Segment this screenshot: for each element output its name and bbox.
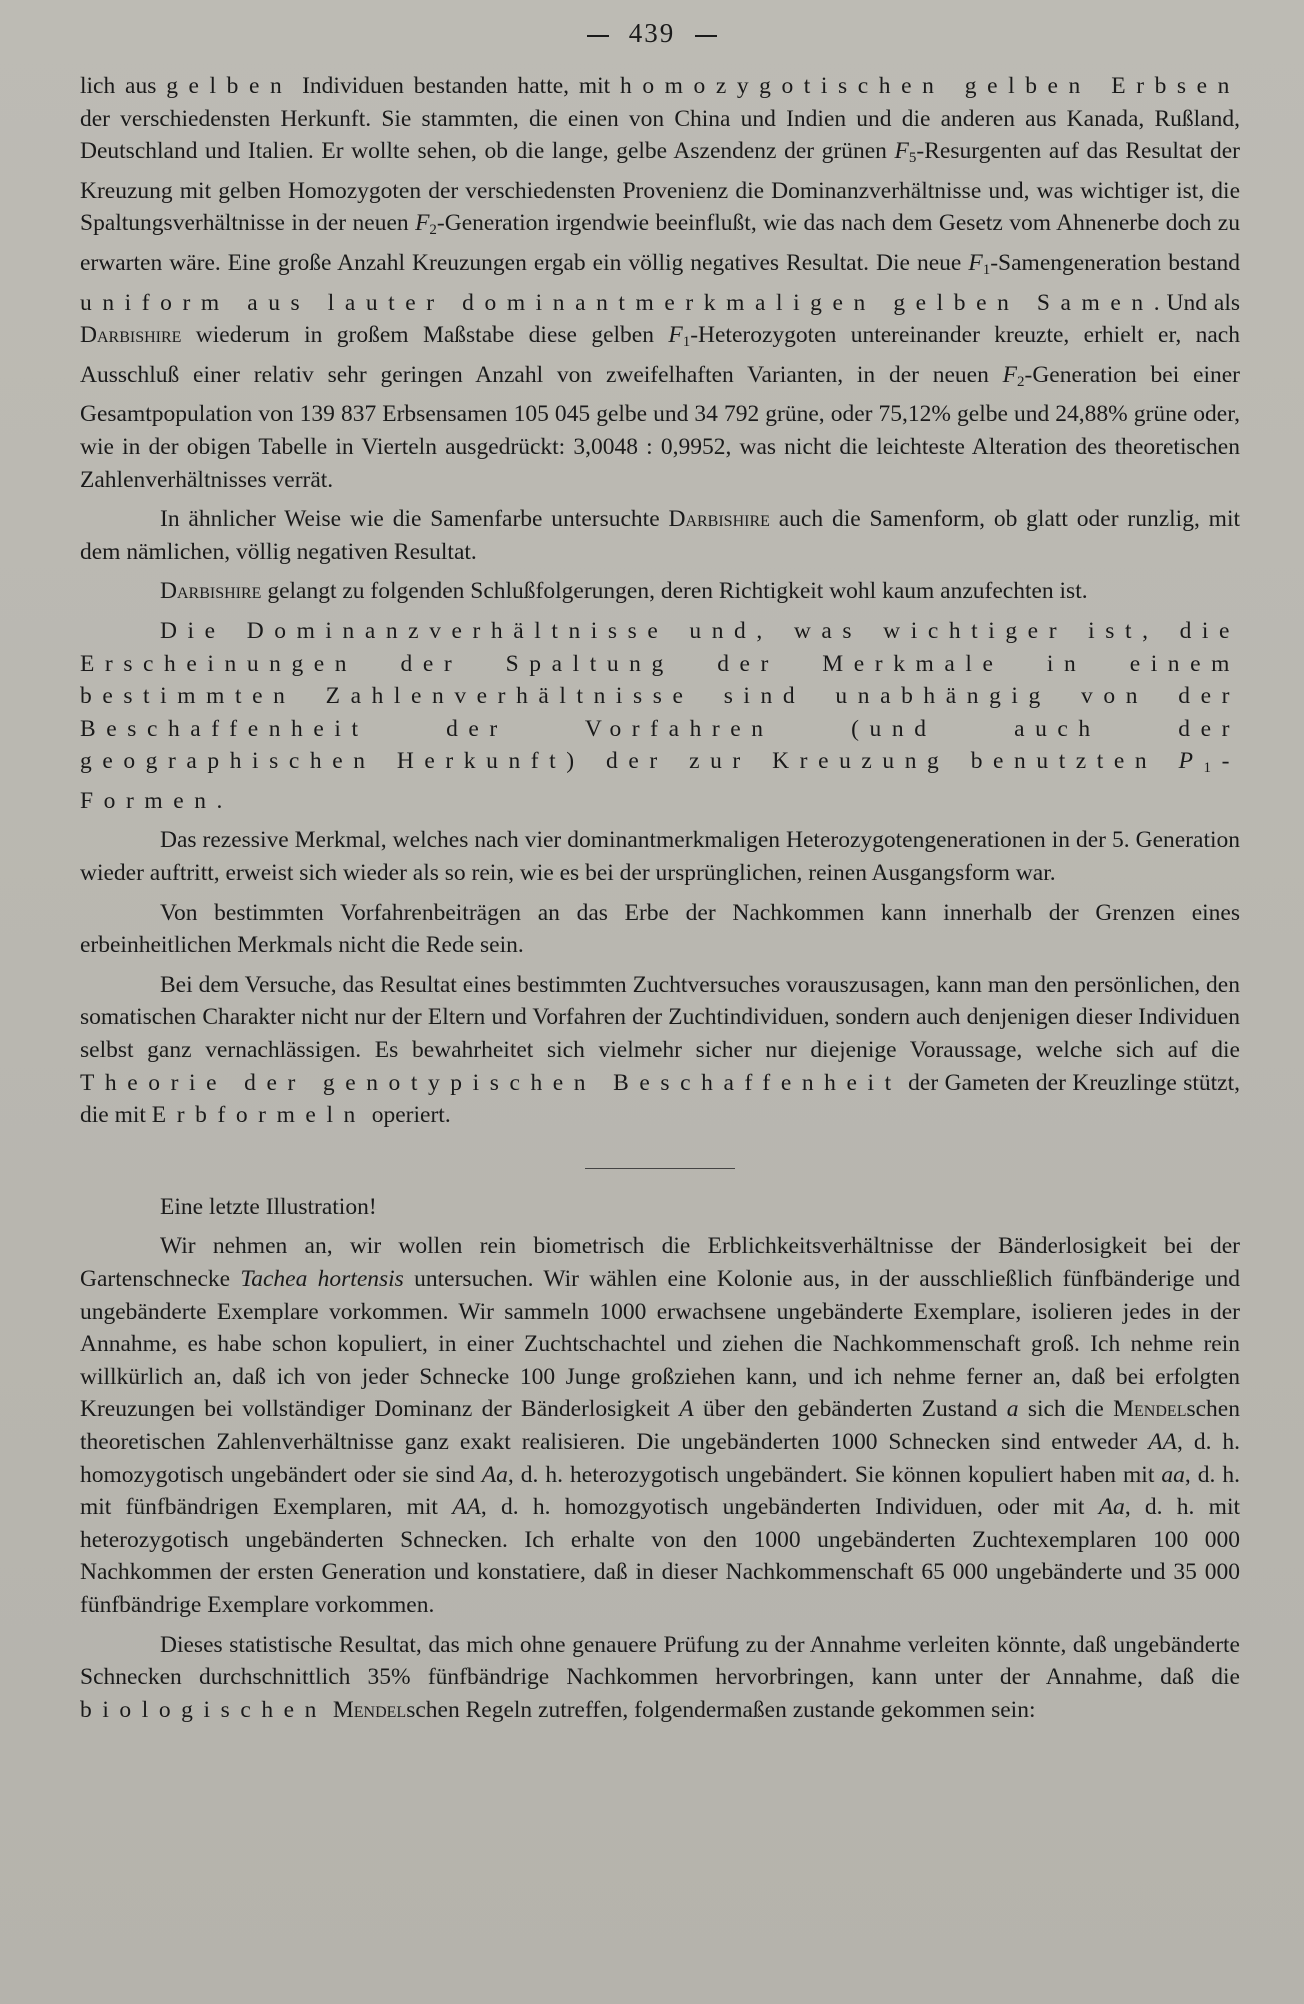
folio-dash-right: [695, 35, 717, 37]
paragraph-10: Dieses statistische Resultat, das mich ohne genauere Prüfung zu der Annahme verleiten könnte, daß ungebänderte Schnecken durchschnittlich 35% fünfbändrige Nachkommen hervorbringen, kann unter der Annahme, daß die biologischen Mendelschen Regeln zutreffen, folgendermaßen zustande gekommen sein:: [80, 1631, 1240, 1723]
page-number: [0, 18, 1304, 49]
paragraph-2: In ähnlicher Weise wie die Samenfarbe untersuchte Darbishire auch die Samenform, ob glatt oder runzlig, mit dem nämlichen, völlig negativen Resultat.: [80, 506, 1240, 565]
folio-dash-left: [587, 35, 609, 37]
paragraph-5: Das rezessive Merkmal, welches nach vier dominantmerkmaligen Heterozygotengenerationen in der 5. Generation wieder auftritt, erweist sich wieder als so rein, wie es bei der ursprünglichen, reinen Ausgangsform war.: [80, 827, 1240, 887]
paragraph-8-heading: Eine letzte Illustration!: [160, 1193, 377, 1220]
paragraph-9: Wir nehmen an, wir wollen rein biometrisch die Erblichkeitsverhältnisse der Bänderlosigkeit bei der Gartenschnecke Tachea hortensis untersuchen. Wir wählen eine Kolonie aus, in der ausschließlich fünfbänderige und ungebänderte Exemplare vorkommen. Wir sammeln 1000 erwachsene ungebänderte Exemplare, isolieren jedes in der Annahme, es habe schon kopuliert, in einer Zuchtschachtel und ziehen die Nachkommenschaft groß. Ich nehme rein willkürlich an, daß ich von jeder Schnecke 100 Junge großziehen kann, und ich nehme ferner an, daß bei erfolgten Kreuzungen bei vollständiger Dominanz der Bänderlosigkeit A über den gebänderten Zustand a sich die Mendelschen theoretischen Zahlenverhältnisse ganz exakt realisieren. Die ungebänderten 1000 Schnecken sind entweder AA, d. h. homozygotisch ungebändert oder sie sind Aa, d. h. heterozygotisch ungebändert. Sie können kopuliert haben mit aa, d. h. mit fünfbändrigen Exemplaren, mit AA, d. h. homozgyotisch ungebänderten Individuen, oder mit Aa, d. h. mit heterozygotisch ungebänderten Schnecken. Ich erhalte von den 1000 ungebänderten Zuchtexemplaren 100 000 Nachkommen der ersten Generation und konstatiere, daß in dieser Nachkommenschaft 65 000 ungebänderte und 35 000 fünfbändrige Exemplare vorkommen.: [80, 1233, 1241, 1618]
paragraph-4-conclusion: Die Dominanzverhältnisse und, was wichtiger ist, die Erscheinungen der Spaltung der Merkmale in einem bestimmten Zahlenverhältnisse sind unabhängig von der Beschaffenheit der Vorfahren (und auch der geographischen Herkunft) der zur Kreuzung benutzten $P_1$-Formen.: [80, 617, 1240, 814]
section-divider: [585, 1168, 735, 1169]
paragraph-1: lich aus gelben Individuen bestanden hatte, mit homozygotischen gelben Erbsen der verschiedensten Herkunft. Sie stammten, die einen von China und Indien und die anderen aus Kanada, Rußland, Deutschland und Italien. Er wollte sehen, ob die lange, gelbe Aszendenz der grünen $F_5$-Resurgenten auf das Resultat der Kreuzung mit gelben Homozygoten der verschiedensten Provenienz die Dominanzverhältnisse und, was wichtiger ist, die Spaltungsverhältnisse in der neuen $F_2$-Generation irgendwie beeinflußt, wie das nach dem Gesetz vom Ahnenerbe doch zu erwarten wäre. Eine große Anzahl Kreuzungen ergab ein völlig negatives Resultat. Die neue $F_1$-Samengeneration bestand uniform aus lauter dominantmerkmaligen gelben Samen. Und als Darbishire wiederum in großem Maßstabe diese gelben $F_1$-Heterozygoten untereinander kreuzte, erhielt er, nach Ausschluß einer relativ sehr geringen Anzahl von zweifelhaften Varianten, in der neuen $F_2$-Generation bei einer Gesamtpopulation von 139 837 Erbsensamen 105 045 gelbe und 34 792 grüne, oder 75,12% gelbe und 24,88% grüne oder, wie in der obigen Tabelle in Vierteln ausgedrückt: 3,0048 : 0,9952, was nicht die leichteste Alteration des theoretischen Zahlenverhältnisses verrät.: [80, 73, 1240, 493]
page-body: [80, 70, 1240, 1733]
page-number-text: 439: [628, 18, 676, 48]
paragraph-6: Von bestimmten Vorfahrenbeiträgen an das Erbe der Nachkommen kann innerhalb der Grenzen eines erbeinheitlichen Merkmals nicht die Rede sein.: [80, 899, 1240, 959]
paragraph-3: Darbishire gelangt zu folgenden Schlußfolgerungen, deren Richtigkeit wohl kaum anzufechten ist.: [160, 578, 1088, 605]
paragraph-7: Bei dem Versuche, das Resultat eines bestimmten Zuchtversuches vorauszusagen, kann man den persönlichen, den somatischen Charakter nicht nur der Eltern und Vorfahren der Zuchtindividuen, sondern auch denjenigen dieser Individuen selbst ganz vernachlässigen. Es bewahrheitet sich vielmehr sicher nur diejenige Voraussage, welche sich auf die Theorie der genotypischen Beschaffenheit der Gameten der Kreuzlinge stützt, die mit Erbformeln operiert.: [80, 971, 1240, 1129]
